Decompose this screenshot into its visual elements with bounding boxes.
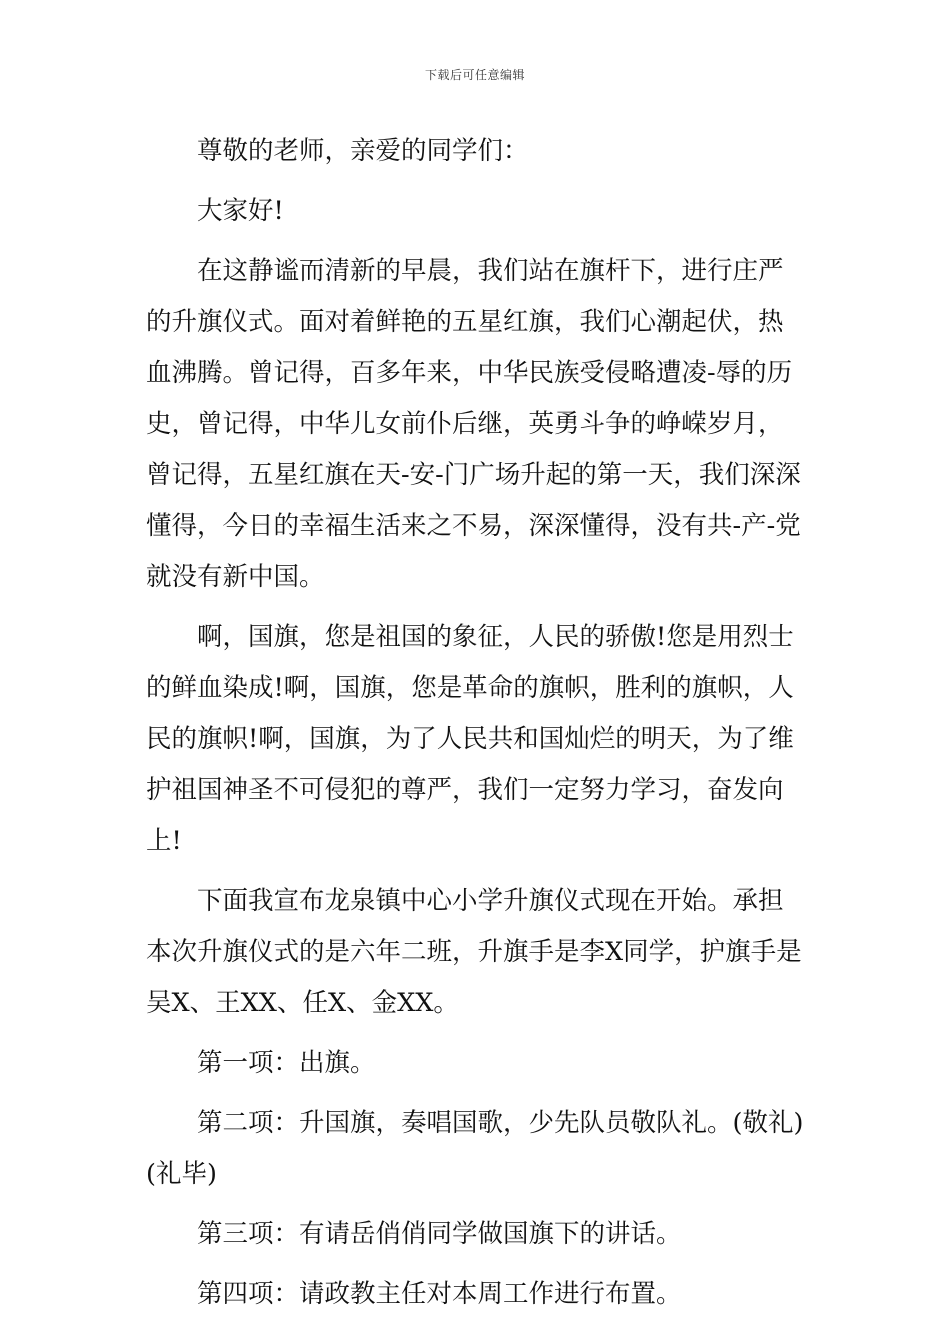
agenda-item-1: 第一项：出旗。 — [197, 1048, 376, 1078]
body-paragraph-2: 啊，国旗，您是祖国的象征，人民的骄傲!您是用烈士的鲜血染成!啊，国旗，您是革命的旗帜，胜利的旗帜，人民的旗帜!啊，国旗，为了人民共和国灿烂的明天，为了维护祖国神圣不可侵犯的尊严，我们一定努力学习，奋发向上! — [146, 622, 794, 856]
greeting-paragraph: 大家好! — [197, 196, 284, 226]
agenda-item-4: 第四项：请政教主任对本周工作进行布置。 — [197, 1279, 682, 1309]
page-header-note: 下载后可任意编辑 — [424, 68, 525, 82]
salutation-paragraph: 尊敬的老师，亲爱的同学们： — [197, 136, 529, 166]
document-body — [146, 126, 806, 1320]
agenda-item-2: 第二项：升国旗，奏唱国歌，少先队员敬队礼。(敬礼)(礼毕) — [146, 1108, 804, 1189]
body-paragraph-1: 在这静谧而清新的早晨，我们站在旗杆下，进行庄严的升旗仪式。面对着鲜艳的五星红旗，我们心潮起伏，热血沸腾。曾记得，百多年来，中华民族受侵略遭凌-辱的历史，曾记得，中华儿女前仆后继，英勇斗争的峥嵘岁月，曾记得，五星红旗在天-安-门广场升起的第一天，我们深深懂得，今日的幸福生活来之不易，深深懂得，没有共-产-党就没有新中国。 — [146, 256, 801, 592]
agenda-item-3: 第三项：有请岳俏俏同学做国旗下的讲话。 — [197, 1219, 682, 1249]
announcement-paragraph: 下面我宣布龙泉镇中心小学升旗仪式现在开始。承担本次升旗仪式的是六年二班，升旗手是李X同学，护旗手是吴X、王XX、任X、金XX。 — [146, 886, 802, 1018]
